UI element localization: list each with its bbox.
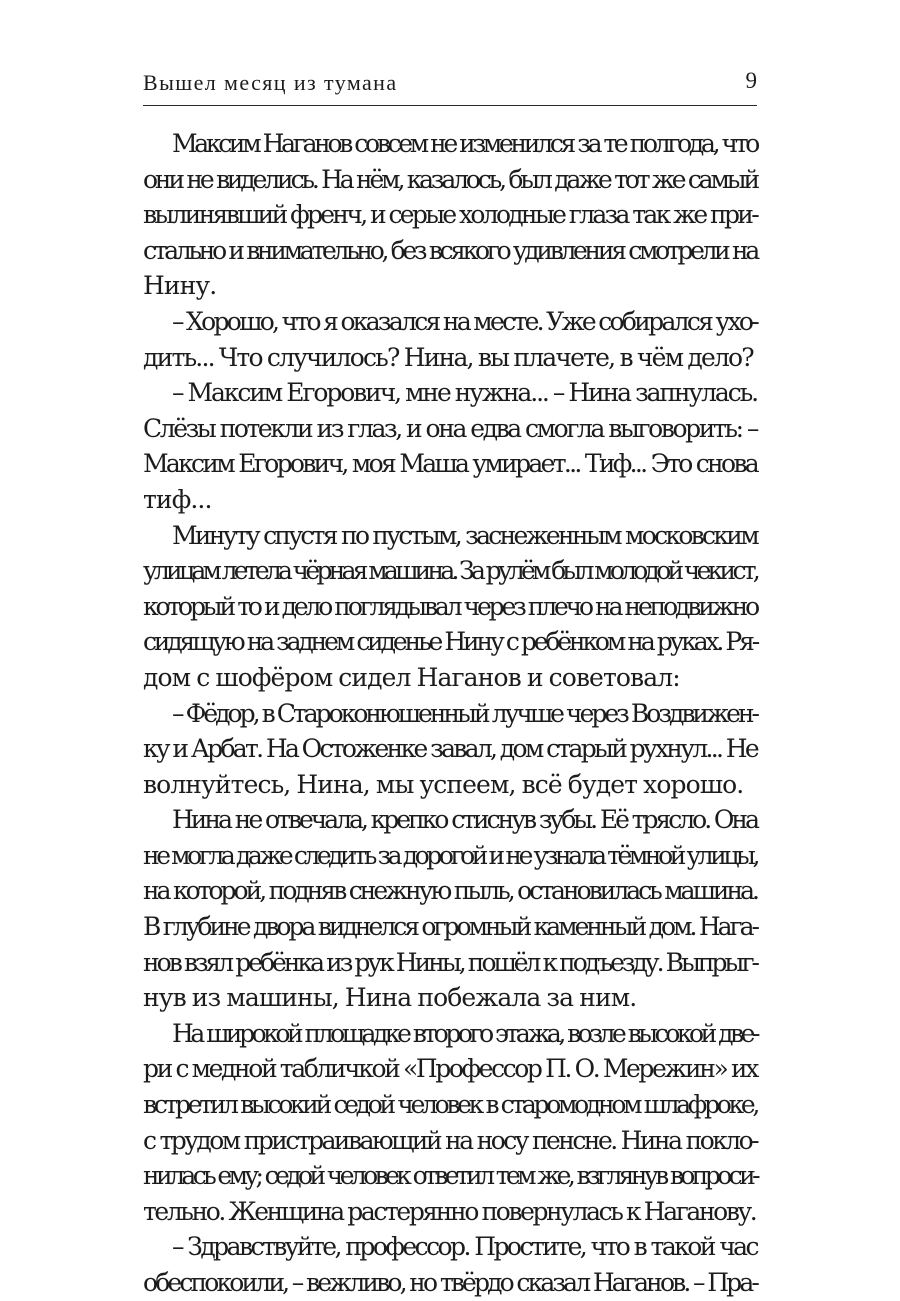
text-line: Максим Егорович, моя Маша умирает... Тиф... Это снова <box>143 449 757 479</box>
text-line: вылинявший френч, и серые холодные глаза так же при- <box>143 200 757 230</box>
text-line: обеспокоили, – вежливо, но твёрдо сказал Наганов. – Пра- <box>143 1268 757 1297</box>
text-line: Слёзы потекли из глаз, и она едва смогла выговорить: – <box>143 413 757 443</box>
text-line: – Здравствуйте, профессор. Простите, что в такой час <box>172 1232 757 1262</box>
text-line: – Хорошо, что я оказался на месте. Уже собирался ухо- <box>172 306 757 336</box>
text-line: Максим Наганов совсем не изменился за те полгода, что <box>172 129 757 158</box>
text-line: тиф... <box>143 484 212 514</box>
text-line: – Фёдор, в Староконюшенный лучше через Воздвижен- <box>172 698 757 728</box>
text-line: на которой, подняв снежную пыль, остановилась машина. <box>143 876 757 906</box>
text-line: Нину. <box>143 271 217 301</box>
text-line: не могла даже следить за дорогой и не узнала тёмной улицы, <box>143 840 757 870</box>
text-line: Минуту спустя по пустым, заснеженным московским <box>172 520 757 550</box>
text-line: В глубине двора виднелся огромный каменный дом. Нага- <box>143 912 757 942</box>
text-line: нилась ему; седой человек ответил тем же, взглянув вопроси- <box>143 1161 757 1191</box>
text-line: сидящую на заднем сиденье Нину с ребёнком на руках. Ря- <box>143 627 757 657</box>
running-header <box>143 66 757 106</box>
text-line: стально и внимательно, без всякого удивления смотрели на <box>143 235 757 265</box>
text-line: ку и Арбат. На Остоженке завал, дом старый рухнул... Не <box>143 734 757 764</box>
text-line: Нина не отвечала, крепко стиснув зубы. Её трясло. Она <box>172 805 757 835</box>
text-line: волнуйтесь, Нина, мы успеем, всё будет хорошо. <box>143 769 744 799</box>
text-line: который то и дело поглядывал через плечо на неподвижно <box>143 591 757 621</box>
body-text <box>143 126 757 1297</box>
text-line: встретил высокий седой человек в старомодном шлафроке, <box>143 1090 757 1120</box>
page-number: 9 <box>745 68 757 93</box>
running-title: Вышел месяц из тумана <box>143 70 398 95</box>
text-line: дить... Что случилось? Нина, вы плачете, в чём дело? <box>143 342 753 372</box>
text-line: На широкой площадке второго этажа, возле высокой две- <box>172 1018 757 1048</box>
text-line: тельно. Женщина растерянно повернулась к Наганову. <box>143 1196 756 1226</box>
text-line: ри с медной табличкой «Профессор П. О. Мережин» их <box>143 1054 757 1084</box>
text-line: дом с шофёром сидел Наганов и советовал: <box>143 662 680 692</box>
text-line: с трудом пристраивающий на носу пенсне. Нина покло- <box>143 1125 757 1155</box>
text-line: они не виделись. На нём, казалось, был даже тот же самый <box>143 164 757 194</box>
text-line: – Максим Егорович, мне нужна... – Нина запнулась. <box>172 378 757 408</box>
text-line: нов взял ребёнка из рук Нины, пошёл к подъезду. Выпрыг- <box>143 947 757 977</box>
text-line: нув из машины, Нина побежала за ним. <box>143 983 637 1013</box>
text-line: улицам летела чёрная машина. За рулём был молодой чекист, <box>143 556 757 586</box>
